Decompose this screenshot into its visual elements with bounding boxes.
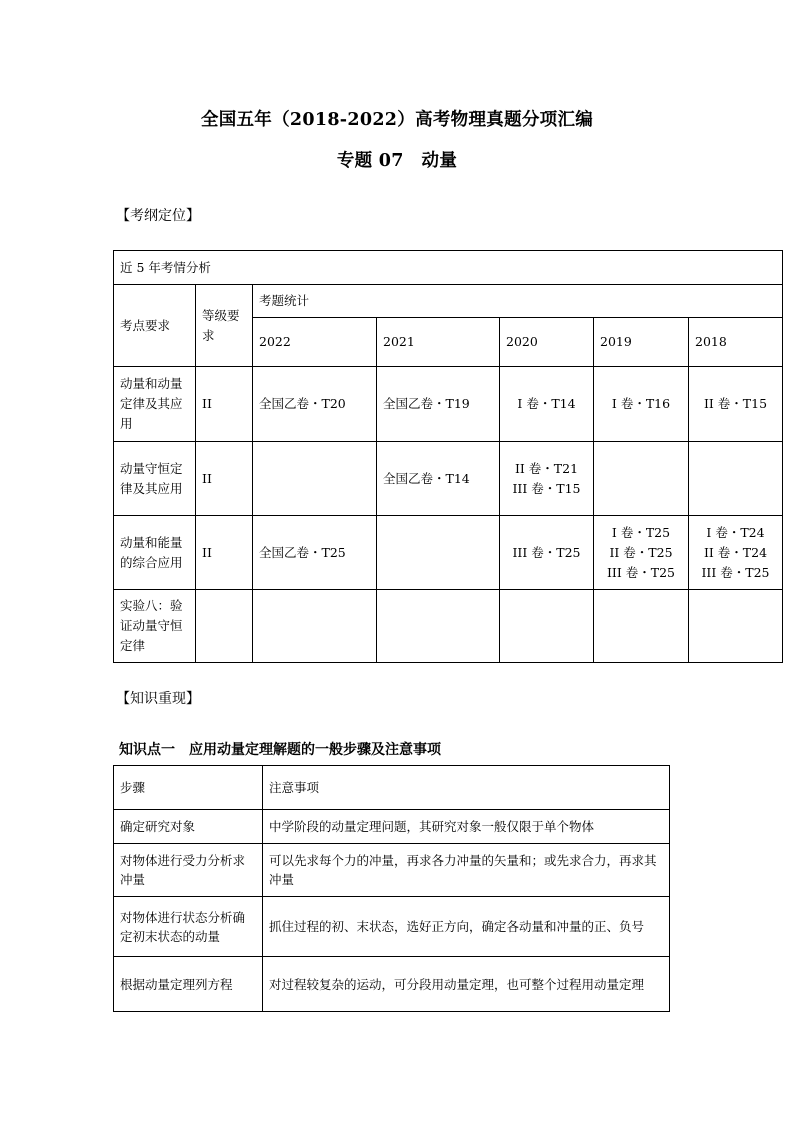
steps-table xyxy=(113,765,670,1012)
stat-cell xyxy=(594,442,689,516)
stat-cell: III 卷・T25 xyxy=(500,516,594,590)
level-cell: II xyxy=(196,367,253,442)
level-cell: II xyxy=(196,442,253,516)
year-header: 2021 xyxy=(377,318,500,367)
level-cell xyxy=(196,590,253,663)
stat-cell xyxy=(253,442,377,516)
stat-cell: I 卷・T16 xyxy=(594,367,689,442)
step-cell: 对物体进行受力分析求冲量 xyxy=(114,844,263,897)
year-header: 2020 xyxy=(500,318,594,367)
note-cell: 中学阶段的动量定理问题，其研究对象一般仅限于单个物体 xyxy=(263,810,670,844)
table-row xyxy=(114,957,670,1012)
topic-cell: 实验八：验证动量守恒定律 xyxy=(114,590,196,663)
table-row xyxy=(114,442,783,516)
col-header-notes: 注意事项 xyxy=(263,766,670,810)
stat-cell xyxy=(689,442,783,516)
level-cell: II xyxy=(196,516,253,590)
table-row xyxy=(114,590,783,663)
stat-cell xyxy=(594,590,689,663)
stat-cell: I 卷・T14 xyxy=(500,367,594,442)
stat-cell: I 卷・T24 II 卷・T24 III 卷・T25 xyxy=(689,516,783,590)
col-header-stats: 考题统计 xyxy=(253,285,783,318)
step-cell: 对物体进行状态分析确定初末状态的动量 xyxy=(114,897,263,957)
stat-cell xyxy=(377,590,500,663)
stat-cell: II 卷・T15 xyxy=(689,367,783,442)
topic-cell: 动量和动量定律及其应用 xyxy=(114,367,196,442)
note-cell: 对过程较复杂的运动，可分段用动量定理，也可整个过程用动量定理 xyxy=(263,957,670,1012)
stat-cell: I 卷・T25 II 卷・T25 III 卷・T25 xyxy=(594,516,689,590)
stat-cell xyxy=(253,590,377,663)
year-header: 2019 xyxy=(594,318,689,367)
topic-cell: 动量和能量的综合应用 xyxy=(114,516,196,590)
stat-cell xyxy=(500,590,594,663)
stat-cell: 全国乙卷・T20 xyxy=(253,367,377,442)
page-subtitle: 专题 07 动量 xyxy=(336,151,458,171)
year-header: 2022 xyxy=(253,318,377,367)
page-title: 全国五年（2018-2022）高考物理真题分项汇编 xyxy=(200,110,594,130)
col-header-step: 步骤 xyxy=(114,766,263,810)
table-caption: 近 5 年考情分析 xyxy=(114,251,783,285)
col-header-topic: 考点要求 xyxy=(114,285,196,367)
stat-cell xyxy=(689,590,783,663)
table-row xyxy=(114,897,670,957)
note-cell: 可以先求每个力的冲量，再求各力冲量的矢量和；或先求合力，再求其冲量 xyxy=(263,844,670,897)
knowledge-point-heading: 知识点一 应用动量定理解题的一般步骤及注意事项 xyxy=(119,742,441,758)
stat-cell: 全国乙卷・T25 xyxy=(253,516,377,590)
table-header-row xyxy=(114,766,670,810)
stat-cell: 全国乙卷・T14 xyxy=(377,442,500,516)
year-header: 2018 xyxy=(689,318,783,367)
section-heading-knowledge: 【知识重现】 xyxy=(116,691,200,707)
step-cell: 确定研究对象 xyxy=(114,810,263,844)
table-row xyxy=(114,810,670,844)
topic-cell: 动量守恒定律及其应用 xyxy=(114,442,196,516)
stat-cell: II 卷・T21 III 卷・T15 xyxy=(500,442,594,516)
note-cell: 抓住过程的初、末状态，选好正方向，确定各动量和冲量的正、负号 xyxy=(263,897,670,957)
table-row xyxy=(114,844,670,897)
exam-analysis-table xyxy=(113,250,783,663)
col-header-level: 等级要求 xyxy=(196,285,253,367)
section-heading-outline: 【考纲定位】 xyxy=(116,208,200,224)
table-row xyxy=(114,516,783,590)
step-cell: 根据动量定理列方程 xyxy=(114,957,263,1012)
stat-cell xyxy=(377,516,500,590)
table-row xyxy=(114,367,783,442)
stat-cell: 全国乙卷・T19 xyxy=(377,367,500,442)
